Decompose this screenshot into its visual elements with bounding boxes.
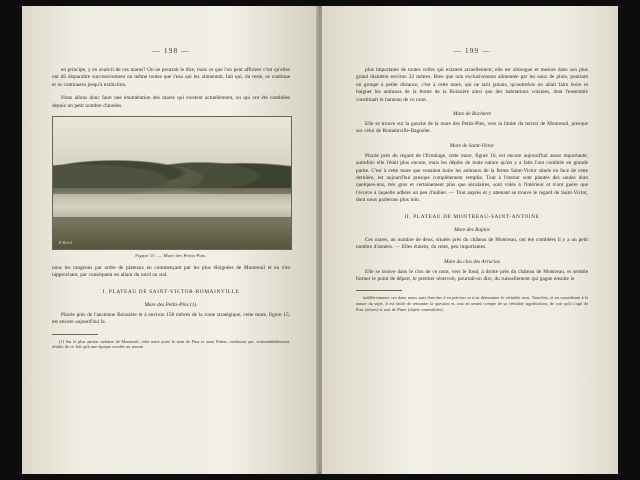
figure-mare-des-petits-pins bbox=[52, 116, 292, 250]
page-right bbox=[322, 6, 618, 474]
page-left-column bbox=[52, 6, 290, 353]
section-heading: I. PLATEAU DE SAINT-VICTOR-ROMAINVILLE bbox=[102, 288, 240, 295]
figure-trees bbox=[53, 141, 291, 194]
section-heading: II. PLATEAU DE MONTREAU-SAINT-ANTOINE bbox=[404, 213, 540, 220]
page-right-folio: — 199 — bbox=[453, 46, 491, 55]
paragraph: Nous allons donc faire une énumération des mares qui existent actuellement, ou qui ont été comblées depuis un petit nombre d'années. bbox=[52, 95, 290, 109]
page-left-folio: — 198 — bbox=[152, 46, 190, 55]
paragraph: Placée près de l'ancienne Boissière et à environ 150 mètres de la route stratégique, cette mare, figure 15, est encore aujourd'hui la bbox=[52, 311, 290, 326]
sub-heading: Mare des Petits-Pins (1). bbox=[144, 301, 198, 308]
entry-title: Mare du clos des Arracias bbox=[444, 258, 500, 265]
footnote: (1) Sur le plus ancien cadastre de Montreuil, cette mare porte le nom de Pina et aussi Pnéna, confusion qui, vraisemblablement, résulte de ce fait qu'à une époque reculée un terrain bbox=[52, 338, 290, 350]
figure-caption: Figure 15. — Mare des Petits-Pins. bbox=[135, 253, 207, 259]
footnote-rule bbox=[356, 290, 402, 291]
paragraph: Ces mares, au nombre de deux, situées près du château de Montreau, ont été comblées il y a un petit nombre d'années. — Elles étaient, du reste, peu importantes. bbox=[356, 236, 588, 251]
paragraph: Placée près du regard de l'Ermitage, cette mare, figure 16, est encore aujourd'hui assez importante; autrefois elle l'était plus encore, mais les dépôts de toute nature qu'on y a faits l'ont comblée en grande partie. C'est à cette mare que venaient boire les animaux de la ferme Saint-Victor située en face de cette dernière, est aujourd'hui presque complètement remplie. Tout à l'entour sont plantés des saules dont quelques-uns, très gros et certainement plus que séculaires, sont vidés à l'intérieur et n'ont guère que l'écorce à laquelle adhère un peu d'aubier. — Tout auprès et y attenant se trouve le regard de Saint-Victor, dont nous parlerons plus loin. bbox=[356, 152, 588, 204]
footnote-block bbox=[356, 290, 588, 312]
book-spread bbox=[22, 6, 618, 474]
page-right-column bbox=[356, 6, 588, 315]
paragraph: Elle se trouve sur la gauche de la mare des Petits-Pins, vers la limite du terroir de Montreuil, presque sur celui de Romainville-Bagnolet. bbox=[356, 121, 588, 135]
paragraph: plus importante de toutes celles qui existent actuellement; elle est oblongue et mesure dans son plus grand diamètre environ 22 mètres. Bien que non exclusivement alimentée par les eaux de pluie, pourtant un groupe à petite distance, c'est à cette mare, qui ne tarit jamais, qu'autrefois on allait faire boire et baigner les animaux de la ferme de la Boissière ainsi que des habitations voisines, dont l'ensemble constituait le hameau de ce nom. bbox=[356, 67, 588, 103]
figure-signature: P. Revel bbox=[59, 240, 72, 246]
page-left bbox=[22, 6, 318, 474]
footnote-rule bbox=[52, 334, 98, 335]
entry-title: Mare de Bocheret bbox=[453, 111, 491, 118]
footnote-block bbox=[52, 334, 290, 350]
paragraph: Elle se trouve dans le clos de ce nom, vers le fond, à droite près du château de Montreau, et semble former le point de départ, le premier réservoir, pourrait-on dire, du ruissellement qui gagne ensuite le bbox=[356, 268, 588, 282]
paragraph: nous les rangeons par ordre de plateaux en commençant par les plus éloignées de Montreuil et en s'en rapprochant, par conséquent en allant du nord au sud. bbox=[52, 265, 290, 279]
footnote: indifféremment ces deux noms sans chercher à en préciser ni à en déterminer le véritable sens. Toutefois, et en considérant à la nature du sujet, il est facile de remonter la question et, tout en tenant compte de sa véritable signification, de voir qu'il s'agit de Pins (arbres) et non de Pines (objets comestibles). bbox=[356, 295, 588, 312]
paragraph: en principe, y en avait-il de ces mares? On ne pourrait le dire, mais ce que l'on peut affirmer c'est qu'elles ont dû disparaître successivement ou même toutes que l'eau qui les alimentait, fait qui, du reste, se continue et se continuera jusqu'à extinction. bbox=[52, 67, 290, 88]
entry-title: Mare des Rapins bbox=[454, 226, 490, 233]
entry-title: Mare de Saint-Victor bbox=[449, 142, 495, 149]
figure-foreground-bank bbox=[53, 217, 291, 249]
